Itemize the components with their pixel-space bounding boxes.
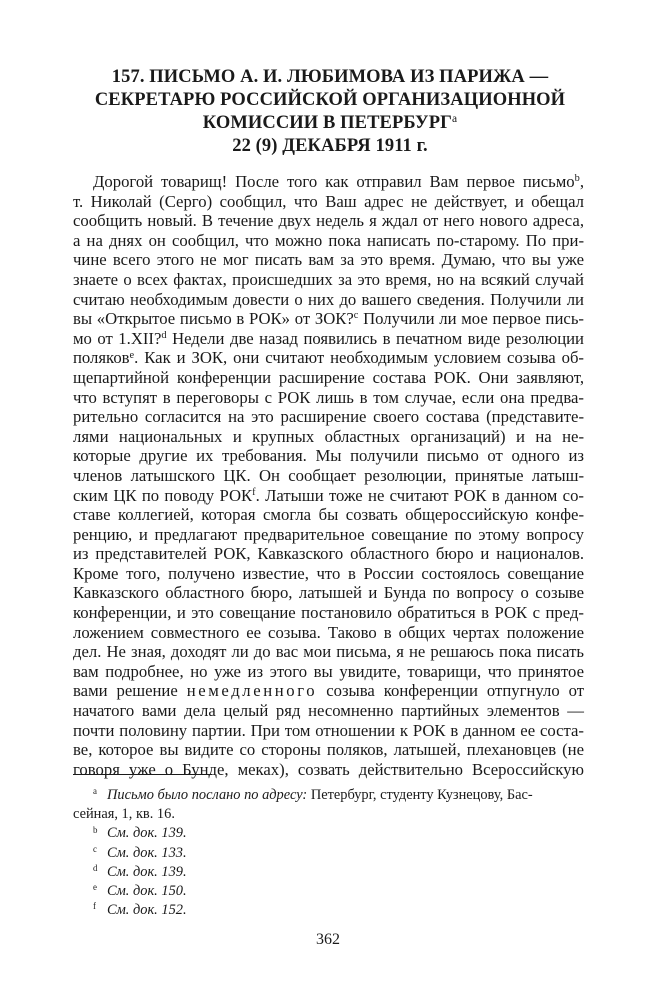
body-line: вы «Открытое письмо в РОК» от ЗОК?$^c$ Получили ли мое первое пись- [73,309,584,329]
body-line: Дорогой товарищ! После того как отправил Вам первое письмо$^b$, [93,172,584,191]
footnote-d: $^d$ См. док. 139. [93,862,187,880]
letter-body [73,172,584,779]
footnote-e: $^e$ См. док. 150. [93,882,187,900]
body-line: вам подробнее, но уже из этого вы увидите, товарищи, что принятое [73,661,584,681]
body-line: сообщить новый. В течение двух недель я ждал от него нового адреса, [73,211,584,231]
heading-line-1: 157. ПИСЬМО А. И. ЛЮБИМОВА ИЗ ПАРИЖА — [111,67,549,87]
footnote-ref-a: а [452,112,458,125]
heading-date: 22 (9) ДЕКАБРЯ 1911 г. [232,136,428,156]
body-line: т. Николай (Серго) сообщил, что Ваш адрес не действует, и обещал [73,191,584,211]
body-line: почти половину партии. При том отношении к РОК в данном ее соста- [73,720,584,740]
body-line: мо от 1.XII?$^d$ Недели две назад появились в печатном виде резолюции [73,328,584,348]
body-line: чине всего этого не мог писать вам за это время. Думаю, что вы уже [73,250,584,270]
footnote-a-continued: сейная, 1, кв. 16. [73,806,175,823]
body-line: рительно согласится на это расширение своего состава (представите- [73,407,584,427]
footnote-ref-e: e [129,349,135,361]
body-line: знаете о всех фактах, происшедших за это время, но на всякий случай [73,269,584,289]
body-line: а на днях он сообщил, что можно пока написать по-старому. По при- [73,230,584,250]
footnote-b: $^b$ См. док. 139. [93,824,187,842]
body-line: которые другие их требования. Мы получили письмо от одного из [73,446,584,466]
footnote-ref-f: f [252,486,256,498]
body-line: ве, которое вы видите со стороны поляков, латышей, плехановцев (не [73,740,584,760]
body-line: Кавказского областного бюро, латышей и Бунда по вопросу о созыве [73,583,584,603]
body-line: конференции, и это совещание постановило обратиться в РОК с пред- [73,603,584,623]
footnote-a: $^a$ Письмо было послано по адресу: Петербург, студенту Кузнецову, Бас- [93,786,533,803]
body-line: членов латышского ЦК. Он сообщает резолюции, принятые латыш- [73,465,584,485]
body-line: ским ЦК по поводу РОК$^f$. Латыши тоже не считают РОК в данном со- [73,485,584,505]
footnote-ref-d: d [161,330,167,342]
body-line: лями национальных и крупных областных организаций) и на не- [73,426,584,446]
emphasized-word: немедленного [186,681,318,701]
footnote-c: $^c$ См. док. 133. [93,843,187,861]
footnote-f: $^f$ См. док. 152. [93,901,187,919]
body-line: дел. Не зная, доходят ли до вас мои письма, я не решаюсь пока писать [73,642,584,662]
footnote-divider [73,774,212,775]
body-line: говоря уже о Бунде, меках), созвать действительно Всероссийскую [73,759,584,779]
body-line: ложением совместного ее созыва. Таково в общих чертах положение [73,622,584,642]
heading-line-3 [80,112,580,135]
body-line: щепартийной конференции расширение состава РОК. Они заявляют, [73,367,584,387]
body-line: что вступят в переговоры с РОК лишь в том случае, если она предва- [73,387,584,407]
footnote-ref-c: c [353,310,359,322]
body-line: начатого вами дела целый ряд несомненно партийных элементов — [73,701,584,721]
body-line: ставе коллегией, которая смогла бы созвать общероссийскую конфе- [73,505,584,525]
body-line: поляков$^e$. Как и ЗОК, они считают необходимым условием созыва об- [73,348,584,368]
body-line: из представителей РОК, Кавказского областного бюро и националов. [73,544,584,564]
heading-line-2: СЕКРЕТАРЮ РОССИЙСКОЙ ОРГАНИЗАЦИОННОЙ [94,90,566,110]
heading-line-3-text: КОМИССИИ В ПЕТЕРБУРГ [202,113,453,133]
document-heading [80,66,580,158]
body-line: считаю необходимым довести о них до вашего сведения. Получили ли [73,289,584,309]
page-number: 362 [316,931,340,948]
body-line: Кроме того, получено известие, что в России состоялось совещание [73,563,584,583]
footnote-ref-b: b [574,173,580,185]
footnotes [73,786,584,920]
body-line: ренцию, и предлагают предварительное совещание по этому вопросу [73,524,584,544]
body-line: вами решение немедленного созыва конференции отпугнуло от [73,681,585,701]
